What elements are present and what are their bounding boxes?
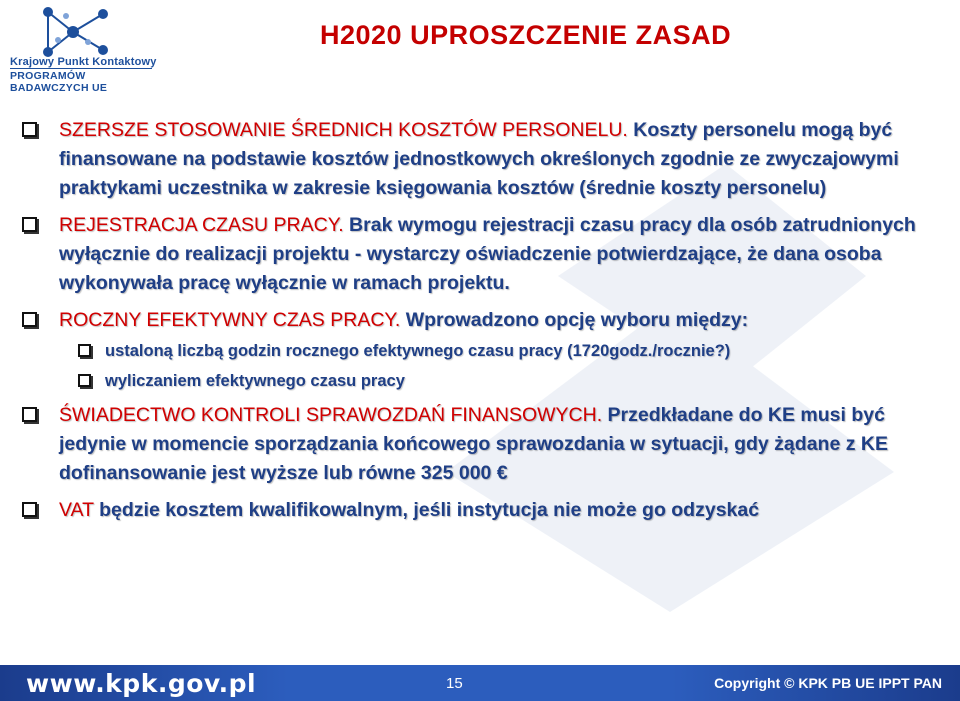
bullet-text: będzie kosztem kwalifikowalnym, jeśli instytucja nie może go odzyskać — [99, 499, 760, 521]
bullet-text: Koszty personelu mogą być finansowane na podstawie kosztów jednostkowych określonych zgodnie ze zwyczajowymi praktykami uczestnika w zakresie księgowania kosztów (średnie koszty personelu) — [59, 119, 899, 199]
bullet-heading: ŚWIADECTWO KONTROLI SPRAWOZDAŃ FINANSOWYCH. — [59, 404, 608, 426]
bullet-heading: SZERSZE STOSOWANIE ŚREDNICH KOSZTÓW PERSONELU. — [59, 119, 634, 141]
bullet-heading: ROCZNY EFEKTYWNY CZAS PRACY. — [59, 309, 406, 331]
bullet-annual-working-time — [22, 306, 942, 335]
checkbox-subbullet-icon — [78, 344, 91, 357]
subitem-fixed-hours — [78, 339, 942, 363]
bullet-text: Przedkładane do KE musi być jedynie w momencie sporządzania końcowego sprawozdania w sytuacji, gdy żądane z KE dofinansowanie jest wyższe lub równe 325 000 € — [59, 404, 888, 484]
logo-divider — [10, 68, 152, 69]
checkbox-bullet-icon — [22, 502, 37, 517]
subitem-calculated-time — [78, 369, 942, 393]
logo-text-line1: Krajowy Punkt Kontaktowy — [10, 56, 157, 68]
footer-url: www.kpk.gov.pl — [26, 669, 257, 698]
checkbox-bullet-icon — [22, 122, 37, 137]
bullet-heading: VAT — [59, 499, 100, 521]
subitem-text: wyliczaniem efektywnego czasu pracy — [105, 372, 405, 390]
bullet-audit-certificate — [22, 401, 942, 488]
checkbox-bullet-icon — [22, 407, 37, 422]
footer-bar — [0, 665, 960, 701]
checkbox-bullet-icon — [22, 217, 37, 232]
subitem-text: ustaloną liczbą godzin rocznego efektywnego czasu pracy (1720godz./rocznie?) — [105, 342, 731, 360]
checkbox-bullet-icon — [22, 312, 37, 327]
bullet-personnel-costs — [22, 116, 942, 203]
page-title: H2020 UPROSZCZENIE ZASAD — [320, 20, 732, 50]
bullet-text: Brak wymogu rejestracji czasu pracy dla osób zatrudnionych wyłącznie do realizacji projektu - wystarczy oświadczenie potwierdzające, że dana osoba wykonywała pracę wyłącznie w ramach projektu. — [59, 214, 916, 294]
bullet-vat — [22, 496, 942, 525]
page-number: 15 — [446, 675, 463, 692]
bullet-text: Wprowadzono opcję wyboru między: — [405, 309, 749, 331]
checkbox-subbullet-icon — [78, 374, 91, 387]
slide-content — [22, 116, 942, 533]
bullet-time-recording — [22, 211, 942, 298]
footer-copyright: Copyright © KPK PB UE IPPT PAN — [714, 675, 942, 691]
bullet-heading: REJESTRACJA CZASU PRACY. — [59, 214, 350, 236]
logo-text-line2: PROGRAMÓW BADAWCZYCH UE — [10, 70, 108, 94]
